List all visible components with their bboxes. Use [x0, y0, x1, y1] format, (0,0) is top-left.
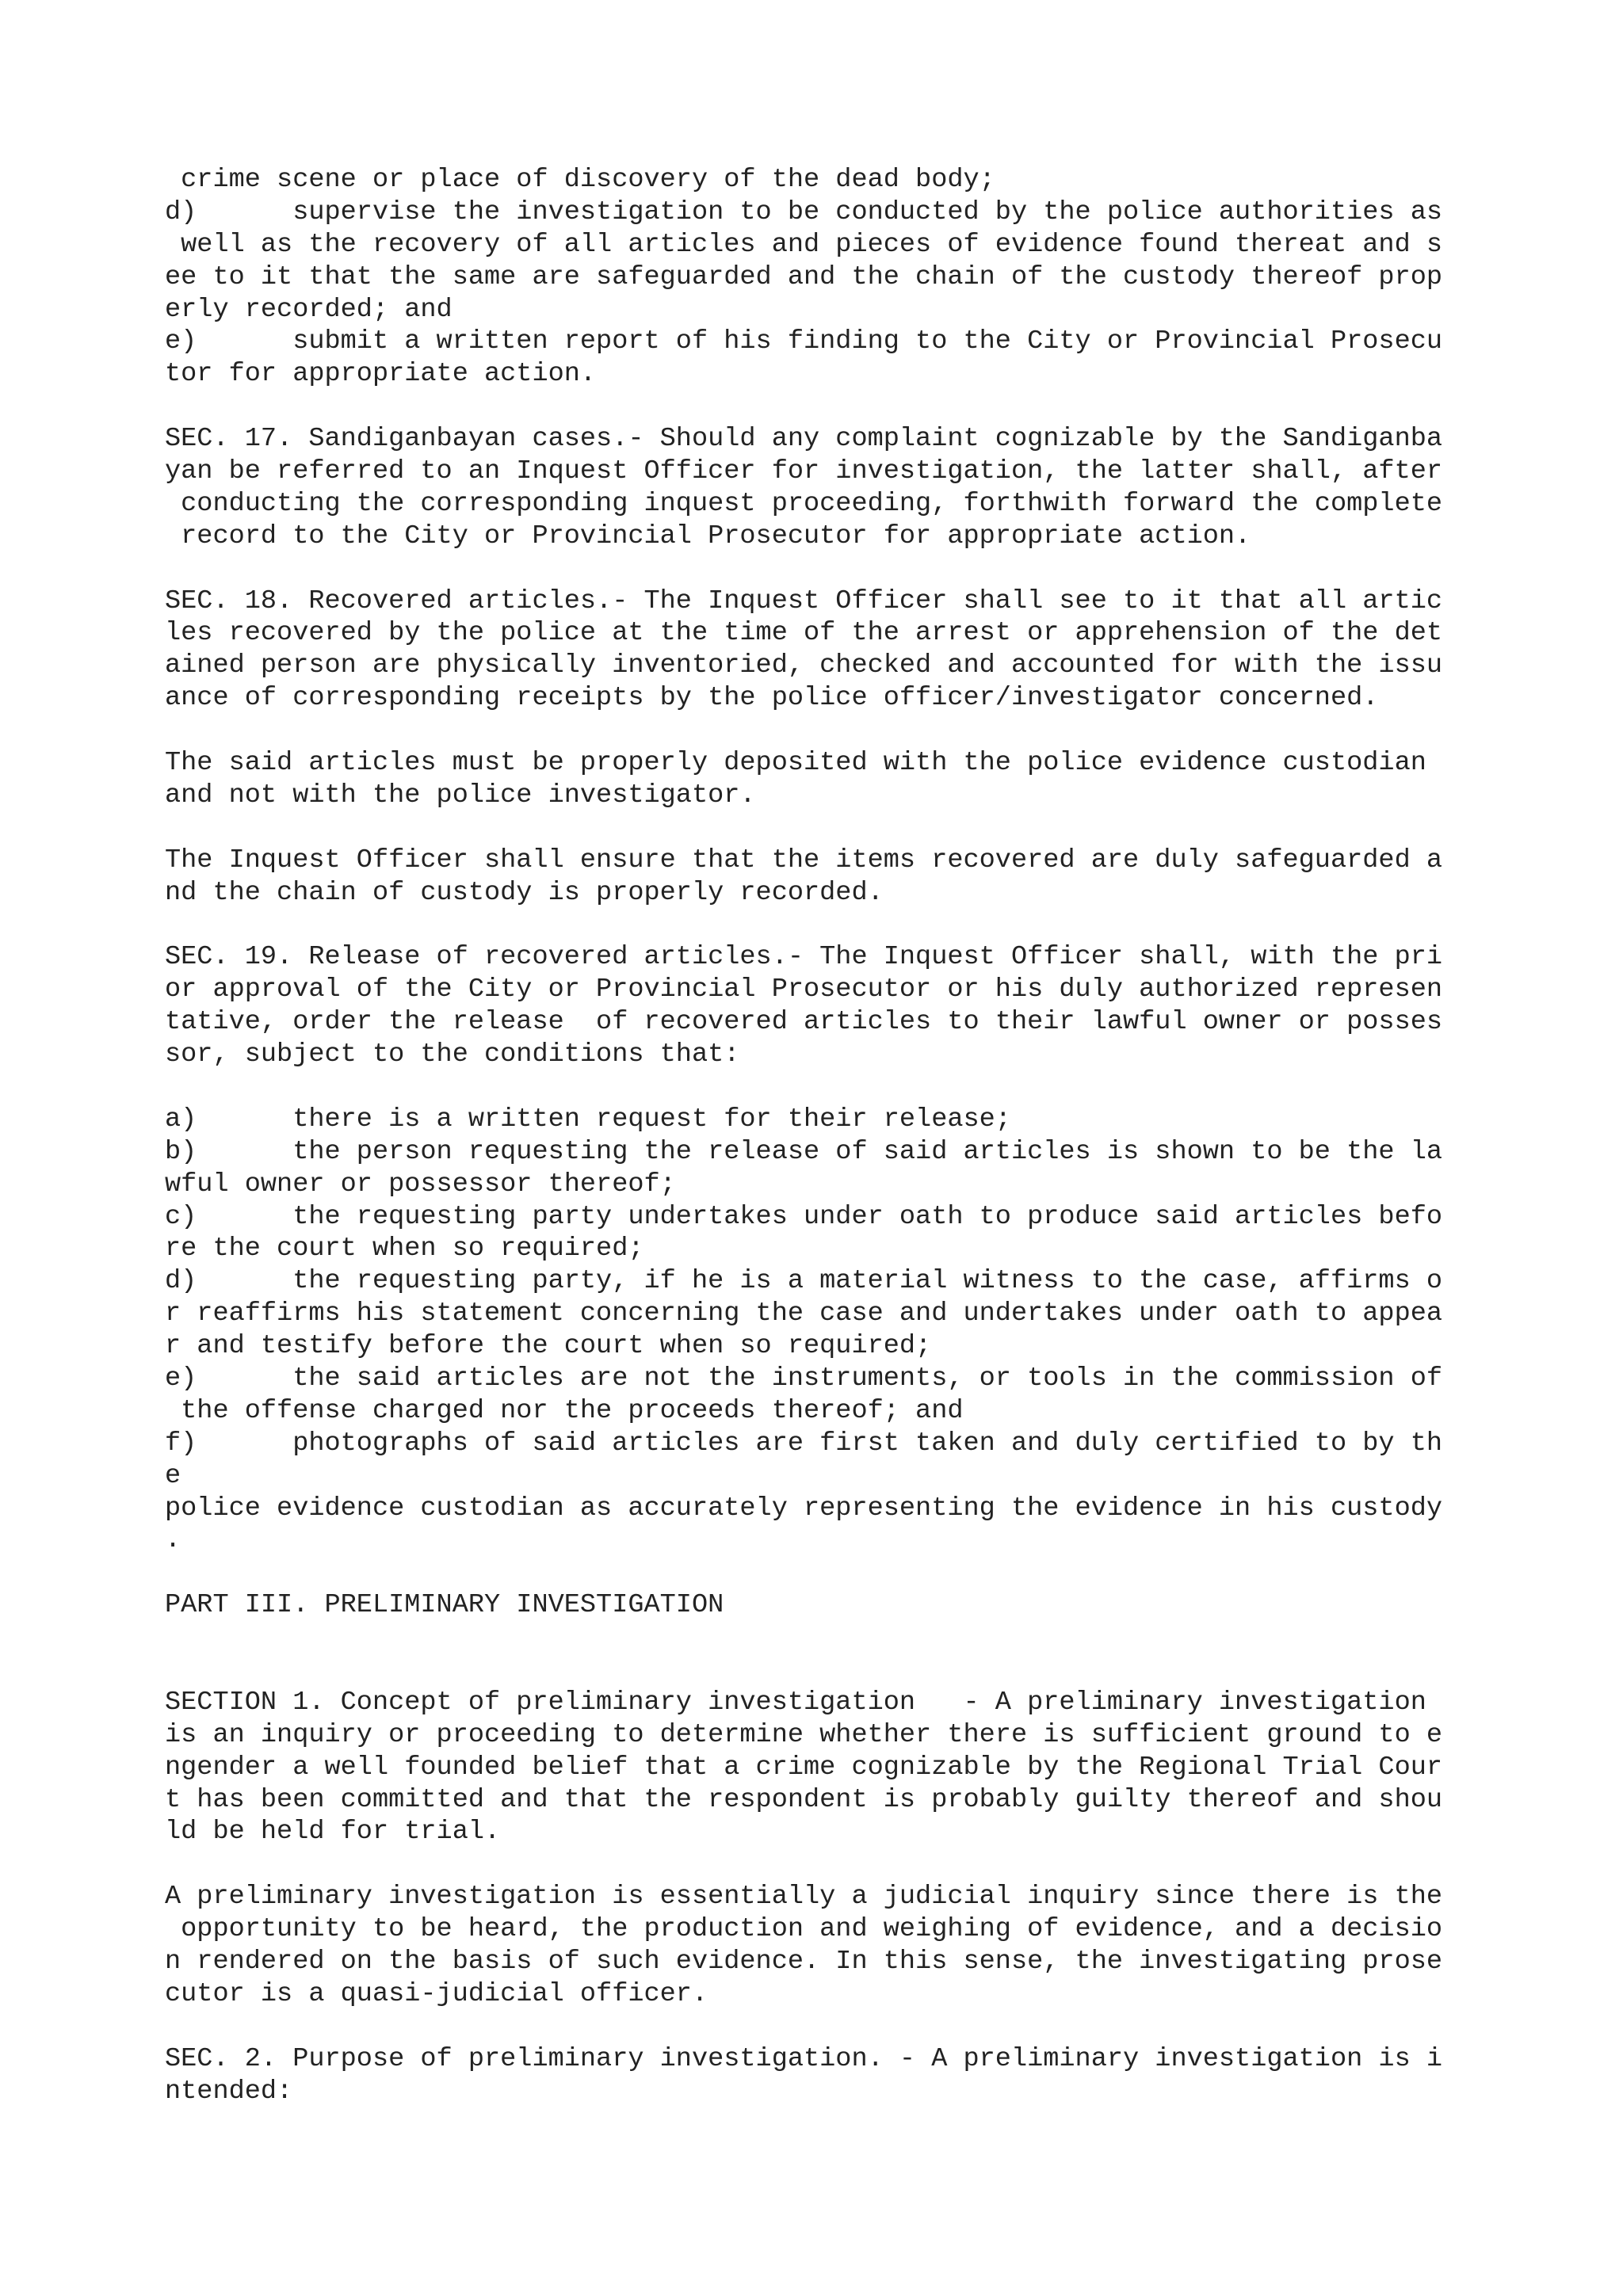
document-line: e) submit a written report of his finding to the City or Provincial Prosecu: [165, 326, 1443, 357]
document-line: police evidence custodian as accurately representing the evidence in his custody: [165, 1493, 1443, 1524]
document-line: A preliminary investigation is essentially a judicial inquiry since there is the: [165, 1882, 1443, 1913]
document-line: r reaffirms his statement concerning the case and undertakes under oath to appea: [165, 1299, 1443, 1329]
document-line: ance of corresponding receipts by the police officer/investigator concerned.: [165, 683, 1379, 714]
document-line: yan be referred to an Inquest Officer for investigation, the latter shall, after: [165, 456, 1443, 487]
document-line: cutor is a quasi-judicial officer.: [165, 1978, 708, 2009]
document-line: [165, 715, 1465, 747]
document-line: SECTION 1. Concept of preliminary investigation - A preliminary investigation: [165, 1687, 1426, 1718]
document-line: d) the requesting party, if he is a material witness to the case, affirms o: [165, 1266, 1443, 1297]
document-line: [165, 1071, 1465, 1104]
document-line: t has been committed and that the respondent is probably guilty thereof and shou: [165, 1784, 1443, 1815]
document-line: a) there is a written request for their release;: [165, 1104, 1011, 1135]
document-line: [165, 391, 1465, 423]
document-line: record to the City or Provincial Prosecutor for appropriate action.: [165, 521, 1251, 551]
document-line: c) the requesting party undertakes under oath to produce said articles befo: [165, 1201, 1443, 1232]
document-line: f) photographs of said articles are first taken and duly certified to by th: [165, 1428, 1443, 1459]
document-line: ntended:: [165, 2076, 293, 2107]
document-body: [165, 164, 1465, 2107]
document-line: ained person are physically inventoried, checked and accounted for with the issu: [165, 650, 1443, 681]
document-line: n rendered on the basis of such evidence. In this sense, the investigating prose: [165, 1946, 1443, 1977]
document-line: sor, subject to the conditions that:: [165, 1039, 740, 1070]
document-line: and not with the police investigator.: [165, 780, 756, 810]
document-line: SEC. 2. Purpose of preliminary investigation. - A preliminary investigation is i: [165, 2043, 1443, 2074]
document-line: well as the recovery of all articles and pieces of evidence found thereat and s: [165, 229, 1443, 260]
document-line: nd the chain of custody is properly recorded.: [165, 877, 884, 908]
document-line: erly recorded; and: [165, 294, 453, 325]
document-line: the offense charged nor the proceeds thereof; and: [165, 1395, 964, 1426]
document-line: [165, 909, 1465, 941]
document-line: ld be held for trial.: [165, 1817, 501, 1848]
document-line: The said articles must be properly deposited with the police evidence custodian: [165, 748, 1426, 779]
document-line: The Inquest Officer shall ensure that the items recovered are duly safeguarded a: [165, 845, 1443, 875]
document-line: tor for appropriate action.: [165, 359, 597, 390]
document-line: SEC. 17. Sandiganbayan cases.- Should any complaint cognizable by the Sandiganba: [165, 424, 1443, 455]
document-line: [165, 1848, 1465, 1881]
document-line: [165, 1557, 1465, 1589]
document-line: PART III. PRELIMINARY INVESTIGATION: [165, 1590, 724, 1621]
document-line: SEC. 18. Recovered articles.- The Inquest Officer shall see to it that all artic: [165, 585, 1443, 616]
document-line: tative, order the release of recovered articles to their lawful owner or posses: [165, 1007, 1443, 1038]
document-line: re the court when so required;: [165, 1234, 644, 1264]
document-line: crime scene or place of discovery of the dead body;: [165, 165, 995, 195]
document-line: [165, 812, 1465, 845]
document-line: d) supervise the investigation to be conducted by the police authorities as: [165, 196, 1443, 227]
document-line: ee to it that the same are safeguarded and the chain of the custody thereof prop: [165, 261, 1443, 292]
document-line: [165, 2011, 1465, 2043]
document-line: [165, 553, 1465, 585]
document-line: conducting the corresponding inquest proceeding, forthwith forward the complete: [165, 488, 1443, 519]
document-line: b) the person requesting the release of said articles is shown to be the la: [165, 1136, 1443, 1167]
document-line: or approval of the City or Provincial Prosecutor or his duly authorized represen: [165, 974, 1443, 1005]
document-line: wful owner or possessor thereof;: [165, 1169, 676, 1199]
document-line: r and testify before the court when so required;: [165, 1331, 932, 1362]
document-line: SEC. 19. Release of recovered articles.- The Inquest Officer shall, with the pri: [165, 942, 1443, 973]
document-line: [165, 1622, 1465, 1654]
document-line: is an inquiry or proceeding to determine whether there is sufficient ground to e: [165, 1719, 1443, 1750]
document-line: e: [165, 1460, 181, 1491]
document-line: ngender a well founded belief that a crime cognizable by the Regional Trial Cour: [165, 1752, 1443, 1783]
document-line: [165, 1654, 1465, 1687]
document-line: e) the said articles are not the instruments, or tools in the commission of: [165, 1363, 1443, 1394]
document-line: .: [165, 1525, 181, 1556]
document-line: les recovered by the police at the time of the arrest or apprehension of the det: [165, 618, 1443, 649]
document-line: opportunity to be heard, the production and weighing of evidence, and a decisio: [165, 1914, 1443, 1945]
